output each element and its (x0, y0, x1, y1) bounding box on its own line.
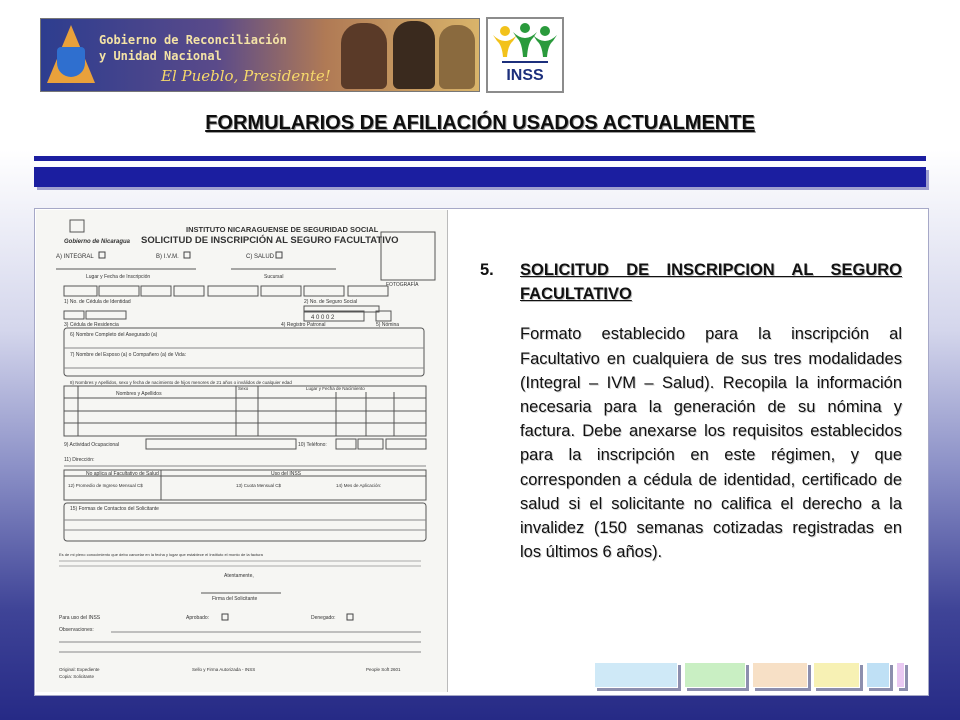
form-f10: 10) Teléfono: (298, 442, 327, 448)
nav-tab-5[interactable] (866, 662, 890, 688)
form-foto: FOTOGRAFÍA (386, 282, 419, 288)
form-patronal-num: 4 0 0 0 2 (311, 315, 335, 321)
form-para-uso: Para uso del INSS (59, 615, 101, 621)
form-atentamente: Atentamente, (224, 573, 254, 579)
form-f5: 5) Nómina (376, 322, 400, 328)
scanned-form (36, 210, 448, 692)
divider-thin (34, 156, 926, 161)
form-people: People Soft 2601 (366, 667, 401, 672)
nav-tab-1[interactable] (594, 662, 678, 688)
form-opt-b: B) I.V.M. (156, 254, 179, 260)
inss-logo-caption: INSS (506, 67, 544, 84)
form-institute: INSTITUTO NICARAGUENSE DE SEGURIDAD SOCIAL (186, 225, 379, 234)
form-sello: Sello y Firma Autorizada - INSS (192, 667, 256, 672)
form-declaracion: Es de mi pleno conocimiento que debo cancelar en la fecha y lugar que establece el Instituto el monto de la factura (59, 552, 263, 557)
emblem-shield-icon (57, 47, 85, 77)
inss-logo (486, 17, 564, 93)
form-f2: 2) No. de Seguro Social (304, 299, 358, 305)
form-f8: 8) Nombres y Apellidos, sexo y fecha de nacimiento de hijos menores de 21 años o inválidos de cualquier edad (70, 380, 292, 385)
section-heading (480, 258, 902, 306)
form-f4: 4) Registro Patronal (281, 322, 326, 328)
form-observaciones: Observaciones: (59, 627, 94, 633)
form-opt-a: A) INTEGRAL (56, 254, 94, 260)
section-body: Formato establecido para la inscripción al Facultativo en cualquiera de sus tres modalidades (Integral – IVM – Salud). Recopila la información necesaria para la generación de su nómina y factura. Debe anexarse los requisitos establecidos para la inscripción en este régimen, y que corresponden a cédula de identidad, certificado de salud si el solicitante no califica el derecho a la invalidez (150 semanas cotizadas registradas en los últimos 6 años). (520, 325, 902, 562)
form-f14: 14) Mes de Aplicación: (336, 483, 382, 488)
form-uso-inss: Uso del INSS (271, 471, 302, 477)
form-f1: 1) No. de Cédula de Identidad (64, 299, 131, 305)
portrait-2 (393, 21, 435, 89)
portrait-1 (341, 23, 387, 89)
form-aprobado: Aprobado: (186, 615, 210, 621)
form-f6: 6) Nombre Completo del Asegurado (a) (70, 332, 158, 338)
form-f9: 9) Actividad Ocupacional (64, 442, 120, 448)
form-name: SOLICITUD DE INSCRIPCIÓN AL SEGURO FACULTATIVO (141, 235, 399, 246)
section-heading-text: SOLICITUD DE INSCRIPCION AL SEGURO FACULTATIVO (520, 261, 902, 304)
form-f7: 7) Nombre del Esposo (a) o Compañero (a) de Vida: (70, 352, 187, 358)
form-denegado: Denegado: (311, 615, 336, 621)
banner-line-2: y Unidad Nacional (99, 49, 222, 63)
section-description (480, 258, 902, 564)
form-f12: 12) Promedio de Ingreso Mensual C$ (68, 483, 143, 488)
section-number: 5. (480, 261, 494, 279)
form-no-aplica: No aplica al Facultativo de Salud (86, 471, 159, 477)
form-lugar-fecha: Lugar y Fecha de Inscripción (86, 274, 151, 280)
form-col-nombres: Nombres y Apellidos (116, 391, 162, 397)
form-firma: Firma del Solicitante (212, 596, 258, 602)
form-gov: Gobierno de Nicaragua (64, 239, 131, 245)
banner-line-1: Gobierno de Reconciliación (99, 33, 287, 47)
nav-tab-6[interactable] (896, 662, 905, 688)
portrait-3 (439, 25, 475, 89)
form-original: Original: Expediente (59, 667, 100, 672)
form-col-sexo: Sexo (238, 386, 249, 391)
form-copia: Copia: Solicitante (59, 674, 95, 679)
nav-tab-3[interactable] (752, 662, 808, 688)
form-col-lugar: Lugar y Fecha de Nacimiento (306, 386, 365, 391)
government-banner (40, 18, 480, 92)
banner-slogan: El Pueblo, Presidente! (161, 67, 331, 85)
form-opt-c: C) SALUD (246, 254, 275, 260)
nav-tab-4[interactable] (813, 662, 860, 688)
form-f15: 15) Formas de Contactos del Solicitante (70, 506, 159, 512)
form-f3: 3) Cédula de Residencia (64, 322, 119, 328)
form-f11: 11) Dirección: (64, 457, 95, 463)
nav-tab-2[interactable] (684, 662, 746, 688)
divider-thick (34, 167, 926, 187)
form-f13: 13) Cuota Mensual C$ (236, 483, 282, 488)
form-sucursal: Sucursal (264, 274, 284, 280)
page-title: FORMULARIOS DE AFILIACIÓN USADOS ACTUALMENTE (205, 112, 755, 134)
inss-people-icon (488, 19, 562, 69)
